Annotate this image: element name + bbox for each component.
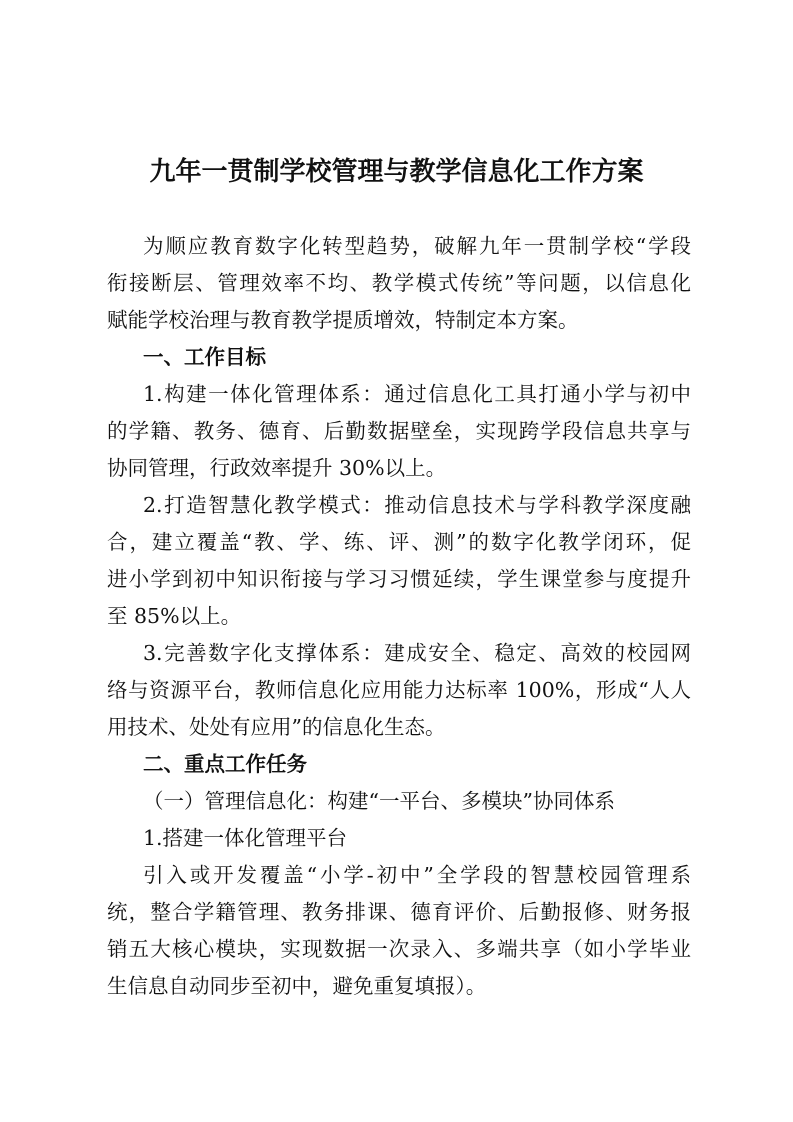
paragraph (107, 635, 691, 746)
section-heading (107, 339, 691, 376)
text-line: 衔接断层、管理效率不均、教学模式传统”等问题，以信息化 (107, 271, 691, 295)
paragraph (107, 228, 691, 339)
section-heading (107, 746, 691, 783)
text-line: 3.完善数字化支撑体系：建成安全、稳定、高效的校园网 (143, 641, 691, 665)
text-line: 统，整合学籍管理、教务排课、德育评价、后勤报修、财务报 (107, 900, 691, 924)
paragraph (107, 820, 691, 857)
text-line: 2.打造智慧化教学模式：推动信息技术与学科教学深度融 (143, 493, 691, 517)
paragraph (107, 783, 691, 820)
text-line: 用技术、处处有应用”的信息化生态。 (107, 715, 446, 739)
paragraph (107, 376, 691, 487)
paragraph (107, 487, 691, 635)
text-line: （一）管理信息化：构建“一平台、多模块”协同体系 (143, 789, 615, 813)
text-line: 的学籍、教务、德育、后勤数据壁垒，实现跨学段信息共享与 (107, 419, 691, 443)
text-line: 1.构建一体化管理体系：通过信息化工具打通小学与初中 (143, 382, 691, 406)
text-line: 进小学到初中知识衔接与学习习惯延续，学生课堂参与度提升 (107, 567, 691, 591)
text-line: 销五大核心模块，实现数据一次录入、多端共享（如小学毕业 (107, 937, 691, 961)
document-title: 九年一贯制学校管理与教学信息化工作方案 (149, 157, 644, 187)
text-line: 为顺应教育数字化转型趋势，破解九年一贯制学校“学段 (143, 234, 691, 258)
text-line: 引入或开发覆盖“小学-初中”全学段的智慧校园管理系 (143, 863, 691, 887)
text-line: 合，建立覆盖“教、学、练、评、测”的数字化教学闭环，促 (107, 530, 691, 554)
text-line: 二、重点工作任务 (143, 752, 307, 776)
text-line: 赋能学校治理与教育教学提质增效，特制定本方案。 (107, 308, 579, 332)
paragraph (107, 857, 691, 1005)
text-line: 络与资源平台，教师信息化应用能力达标率 100%，形成“人人 (107, 678, 691, 702)
text-line: 至 85%以上。 (107, 604, 242, 628)
document-body (107, 228, 691, 1005)
text-line: 生信息自动同步至初中，避免重复填报）。 (107, 974, 487, 998)
text-line: 协同管理，行政效率提升 30%以上。 (107, 456, 447, 480)
text-line: 一、工作目标 (143, 345, 266, 369)
text-line: 1.搭建一体化管理平台 (143, 826, 348, 850)
